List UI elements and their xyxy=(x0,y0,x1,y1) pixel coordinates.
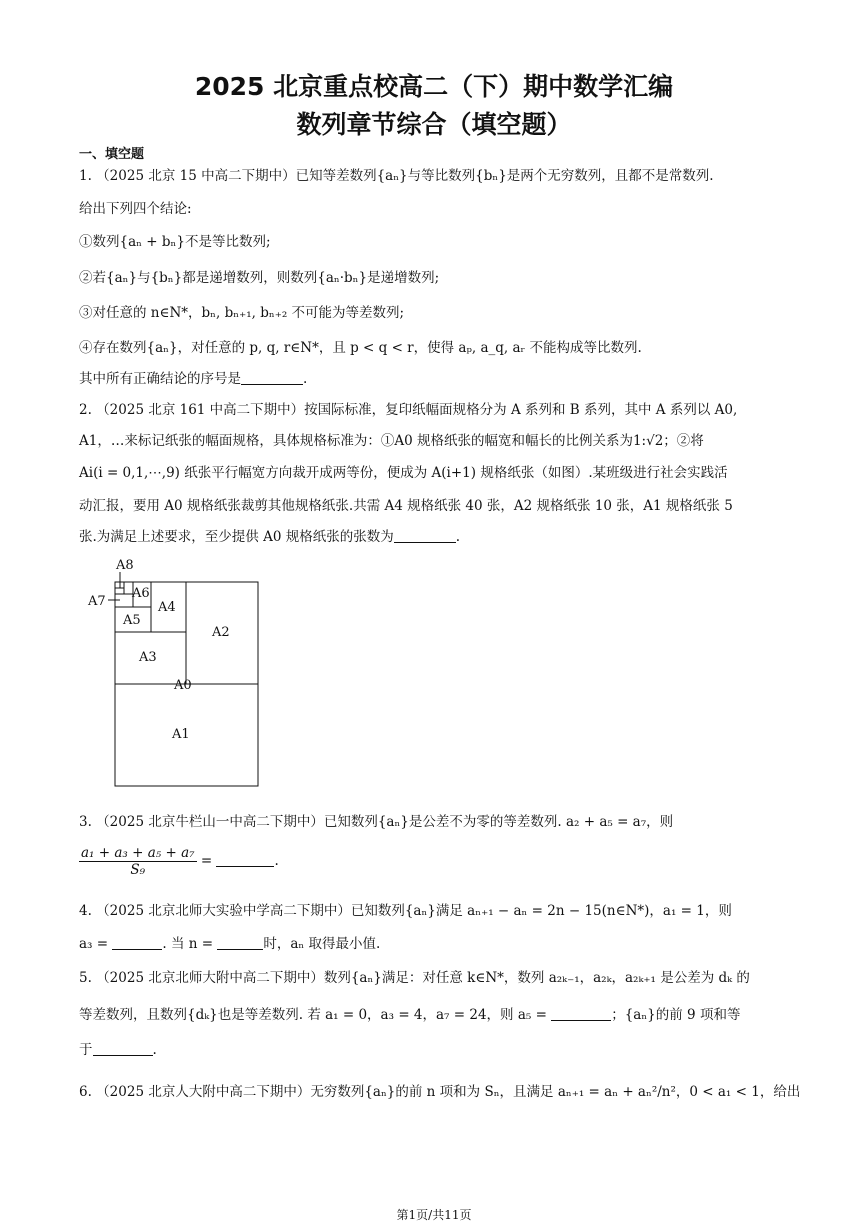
answer-blank xyxy=(217,935,263,950)
q1-intro: 给出下列四个结论: xyxy=(79,201,192,217)
q4-stem: 4. （2025 北京北师大实验中学高二下期中）已知数列{aₙ}满足 aₙ₊₁ − aₙ = 2n − 15(n∈N*)，a₁ = 1，则 xyxy=(79,903,732,919)
q1-stem: 1. （2025 北京 15 中高二下期中）已知等差数列{aₙ}与等比数列{bₙ}是两个无穷数列，且都不是常数列. xyxy=(79,168,714,184)
q1-question: 其中所有正确结论的序号是 . xyxy=(79,371,308,387)
q5-line-2b: ；{aₙ}的前 9 项和等 xyxy=(611,1007,741,1023)
q3-equals: = xyxy=(200,853,213,869)
q1-conclusion-4: ④存在数列{aₙ}，对任意的 p, q, r∈N*，且 p < q < r，使得 aₚ, a_q, aᵣ 不能构成等比数列. xyxy=(79,340,642,356)
q1-conclusion-3: ③对任意的 n∈N*，bₙ, bₙ₊₁, bₙ₊₂ 不可能为等差数列; xyxy=(79,305,405,321)
label-a3: A3 xyxy=(139,650,157,665)
label-a2: A2 xyxy=(212,625,230,640)
answer-blank xyxy=(394,528,456,543)
label-a5: A5 xyxy=(123,613,141,628)
q2-line-3: Ai(i = 0,1,⋯,9) 纸张平行幅宽方向裁开成两等份，便成为 A(i+1) 规格纸张（如图）.某班级进行社会实践活 xyxy=(79,465,728,481)
label-a4: A4 xyxy=(158,600,176,615)
q6-stem: 6. （2025 北京人大附中高二下期中）无穷数列{aₙ}的前 n 项和为 Sₙ，且满足 aₙ₊₁ = aₙ + aₙ²/n²，0 < a₁ < 1，给出 xyxy=(79,1084,801,1100)
document-title: 2025 北京重点校高二（下）期中数学汇编 xyxy=(194,72,674,101)
answer-blank xyxy=(551,1006,611,1021)
q2-line-4: 动汇报，要用 A0 规格纸张裁剪其他规格纸张.共需 A4 规格纸张 40 张，A2 规格纸张 10 张，A1 规格纸张 5 xyxy=(79,498,733,514)
q4-a3-label: a₃ = xyxy=(79,936,109,952)
answer-blank xyxy=(93,1041,153,1056)
label-a1: A1 xyxy=(172,727,190,742)
q3-numerator: a₁ + a₃ + a₅ + a₇ xyxy=(81,845,195,861)
q2-line-5: 张.为满足上述要求，至少提供 A0 规格纸张的张数为 . xyxy=(79,529,461,545)
paper-size-diagram xyxy=(80,552,280,792)
q4-tail-text: 时，aₙ 取得最小值. xyxy=(263,936,381,952)
q5-line-3-text: 于 xyxy=(79,1042,93,1058)
q1-question-text: 其中所有正确结论的序号是 xyxy=(79,371,241,387)
document-subtitle: 数列章节综合（填空题） xyxy=(296,110,572,139)
q2-line-2: A1，…来标记纸张的幅面规格，具体规格标准为：①A0 规格纸张的幅宽和幅长的比例关系为1:√2；②将 xyxy=(79,433,704,449)
q5-stem: 5. （2025 北京北师大附中高二下期中）数列{aₙ}满足：对任意 k∈N*，数列 a₂ₖ₋₁，a₂ₖ，a₂ₖ₊₁ 是公差为 dₖ 的 xyxy=(79,970,750,986)
q4-mid-text: . 当 n = xyxy=(162,936,214,952)
label-a0: A0 xyxy=(174,678,192,693)
q3-denominator: S₉ xyxy=(79,861,197,878)
q4-question xyxy=(79,934,380,954)
q3-fraction xyxy=(79,845,197,878)
q5-line-2 xyxy=(79,1005,740,1025)
q5-line-2a: 等差数列，且数列{dₖ}也是等差数列. 若 a₁ = 0，a₃ = 4，a₇ = 24，则 a₅ = xyxy=(79,1007,547,1023)
q2-line-1: 2. （2025 北京 161 中高二下期中）按国际标准，复印纸幅面规格分为 A 系列和 B 系列，其中 A 系列以 A0, xyxy=(79,402,738,418)
q1-conclusion-1: ①数列{aₙ + bₙ}不是等比数列; xyxy=(79,234,271,250)
q2-question-text: 张.为满足上述要求，至少提供 A0 规格纸张的张数为 xyxy=(79,529,394,545)
q5-line-3: 于 . xyxy=(79,1042,157,1058)
label-a7: A7 xyxy=(88,594,106,609)
answer-blank xyxy=(216,852,274,867)
q3-expression: $\frac{\text{a₁ + a₃ + a₅ + a₇}}{\text{S₉}}$ = . xyxy=(81,845,279,878)
answer-blank xyxy=(241,370,303,385)
q3-stem: 3. （2025 北京牛栏山一中高二下期中）已知数列{aₙ}是公差不为零的等差数列. a₂ + a₅ = a₇，则 xyxy=(79,814,674,830)
page-footer: 第1页/共11页 xyxy=(396,1208,472,1222)
label-a8: A8 xyxy=(116,558,134,573)
answer-blank xyxy=(112,935,162,950)
label-a6: A6 xyxy=(132,586,150,601)
section-heading: 一、填空题 xyxy=(79,147,145,162)
q1-conclusion-2: ②若{aₙ}与{bₙ}都是递增数列，则数列{aₙ·bₙ}是递增数列; xyxy=(79,270,440,286)
